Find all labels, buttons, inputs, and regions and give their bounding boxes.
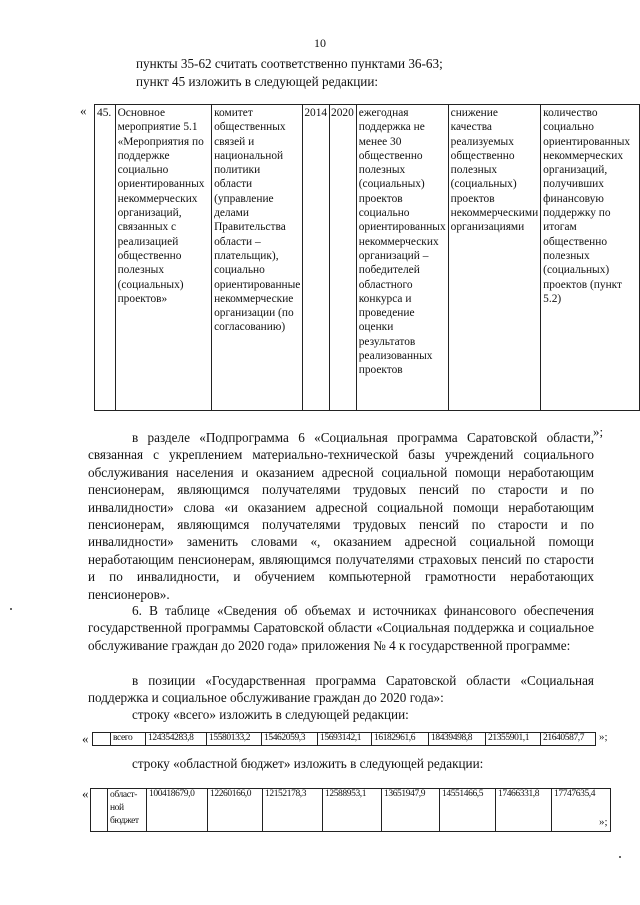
table45-close: »; [593, 424, 604, 439]
regional-value-5: 13651947,9 [382, 789, 440, 832]
total-value-2: 15580133,2 [207, 733, 262, 746]
paragraph-subprogram-6: в разделе «Подпрограмма 6 «Социальная программа Саратовской области, связанная с укреплением материально-технической базы учреждений социального обслуживания населения и оказанием адресной социальной помощи неработающим пенсионерам, являющимся получателями трудовых пенсий по старости и по инвалидности» слова «и оказанием адресной социальной помощи неработающим пенсионерам, являющимся получателями трудовых пенсий по старости и по инвалидности» заменить словами «, оказанием адресной социальной помощи неработающим пенсионерам, являющимся получателями страховых пенсий по старости и по инвалидности, и обучением компьютерной грамотности неработающих пенсионеров». [88, 430, 594, 602]
item-number: 45. [95, 105, 116, 411]
paragraph-position: в позиции «Государственная программа Саратовской области «Социальная поддержка и социальное обслуживание граждан до 2020 года»: [88, 673, 594, 706]
expected-result: ежегодная поддержка не менее 30 общественно полезных (социальных) проектов социально ориентированных некоммерческих организаций – победителей областного конкурса и проведение оценки результатов реализованных проектов [356, 105, 448, 411]
regional-value-4: 12588953,1 [323, 789, 382, 832]
row-total-label: всего [111, 733, 146, 746]
total-value-8: 21640587,7 [541, 733, 596, 746]
table45-open-quote: « [80, 103, 87, 118]
row-total-close: »; [599, 731, 608, 743]
row-regional-label: област- ной бюджет [108, 789, 147, 832]
regional-value-6: 14551466,5 [440, 789, 496, 832]
regional-value-3: 12152178,3 [263, 789, 323, 832]
row-total-table [92, 732, 596, 746]
year-end: 2020 [330, 105, 357, 411]
total-value-7: 21355901,1 [486, 733, 541, 746]
row-total-open-quote: « [82, 731, 89, 746]
measure-name: Основное мероприятие 5.1 «Мероприятия по поддержке социально ориентированных некоммерческих организаций, связанных с реализацией общественно полезных (социальных) проектов» [115, 105, 212, 411]
total-value-3: 15462059,3 [262, 733, 318, 746]
regional-value-7: 17466331,8 [496, 789, 552, 832]
intro-line-2: пункт 45 изложить в следующей редакции: [136, 74, 379, 89]
executor: комитет общественных связей и национальной политики области (управление делами Правительства области – плательщик), социально ориентированные некоммерческие организации (по согласованию) [212, 105, 303, 411]
row-regional-close: »; [599, 816, 608, 828]
paragraph-item-6: 6. В таблице «Сведения об объемах и источниках финансового обеспечения государственной программы Саратовской области «Социальная поддержка и социальное обслуживание граждан до 2020 года» приложения № 4 к государственной программе: [88, 603, 594, 653]
intro-line-1: пункты 35-62 считать соответственно пунктами 36-63; [136, 56, 443, 71]
total-value-1: 124354283,8 [146, 733, 207, 746]
item-45-table [94, 104, 640, 411]
line-regional-intro: строку «областной бюджет» изложить в следующей редакции: [132, 756, 484, 771]
year-start: 2014 [303, 105, 330, 411]
regional-value-1: 100418679,0 [147, 789, 208, 832]
total-value-4: 15693142,1 [318, 733, 372, 746]
scan-speck [619, 856, 621, 858]
indicator-link: количество социально ориентированных некоммерческих организаций, получивших финансовую поддержку по итогам общественно полезных (социальных) проектов (пункт 5.2) [541, 105, 640, 411]
page-number: 10 [314, 36, 326, 50]
scan-speck [10, 608, 12, 610]
row-regional-open-quote: « [82, 786, 89, 801]
regional-value-8: 17747635,4 [552, 789, 611, 832]
row-regional-table [90, 788, 611, 832]
total-value-5: 16182961,6 [372, 733, 429, 746]
total-value-6: 18439498,8 [429, 733, 486, 746]
line-total-intro: строку «всего» изложить в следующей редакции: [132, 707, 409, 722]
failure-consequence: снижение качества реализуемых общественно полезных (социальных) проектов некоммерческими организациями [448, 105, 541, 411]
regional-value-2: 12260166,0 [208, 789, 263, 832]
